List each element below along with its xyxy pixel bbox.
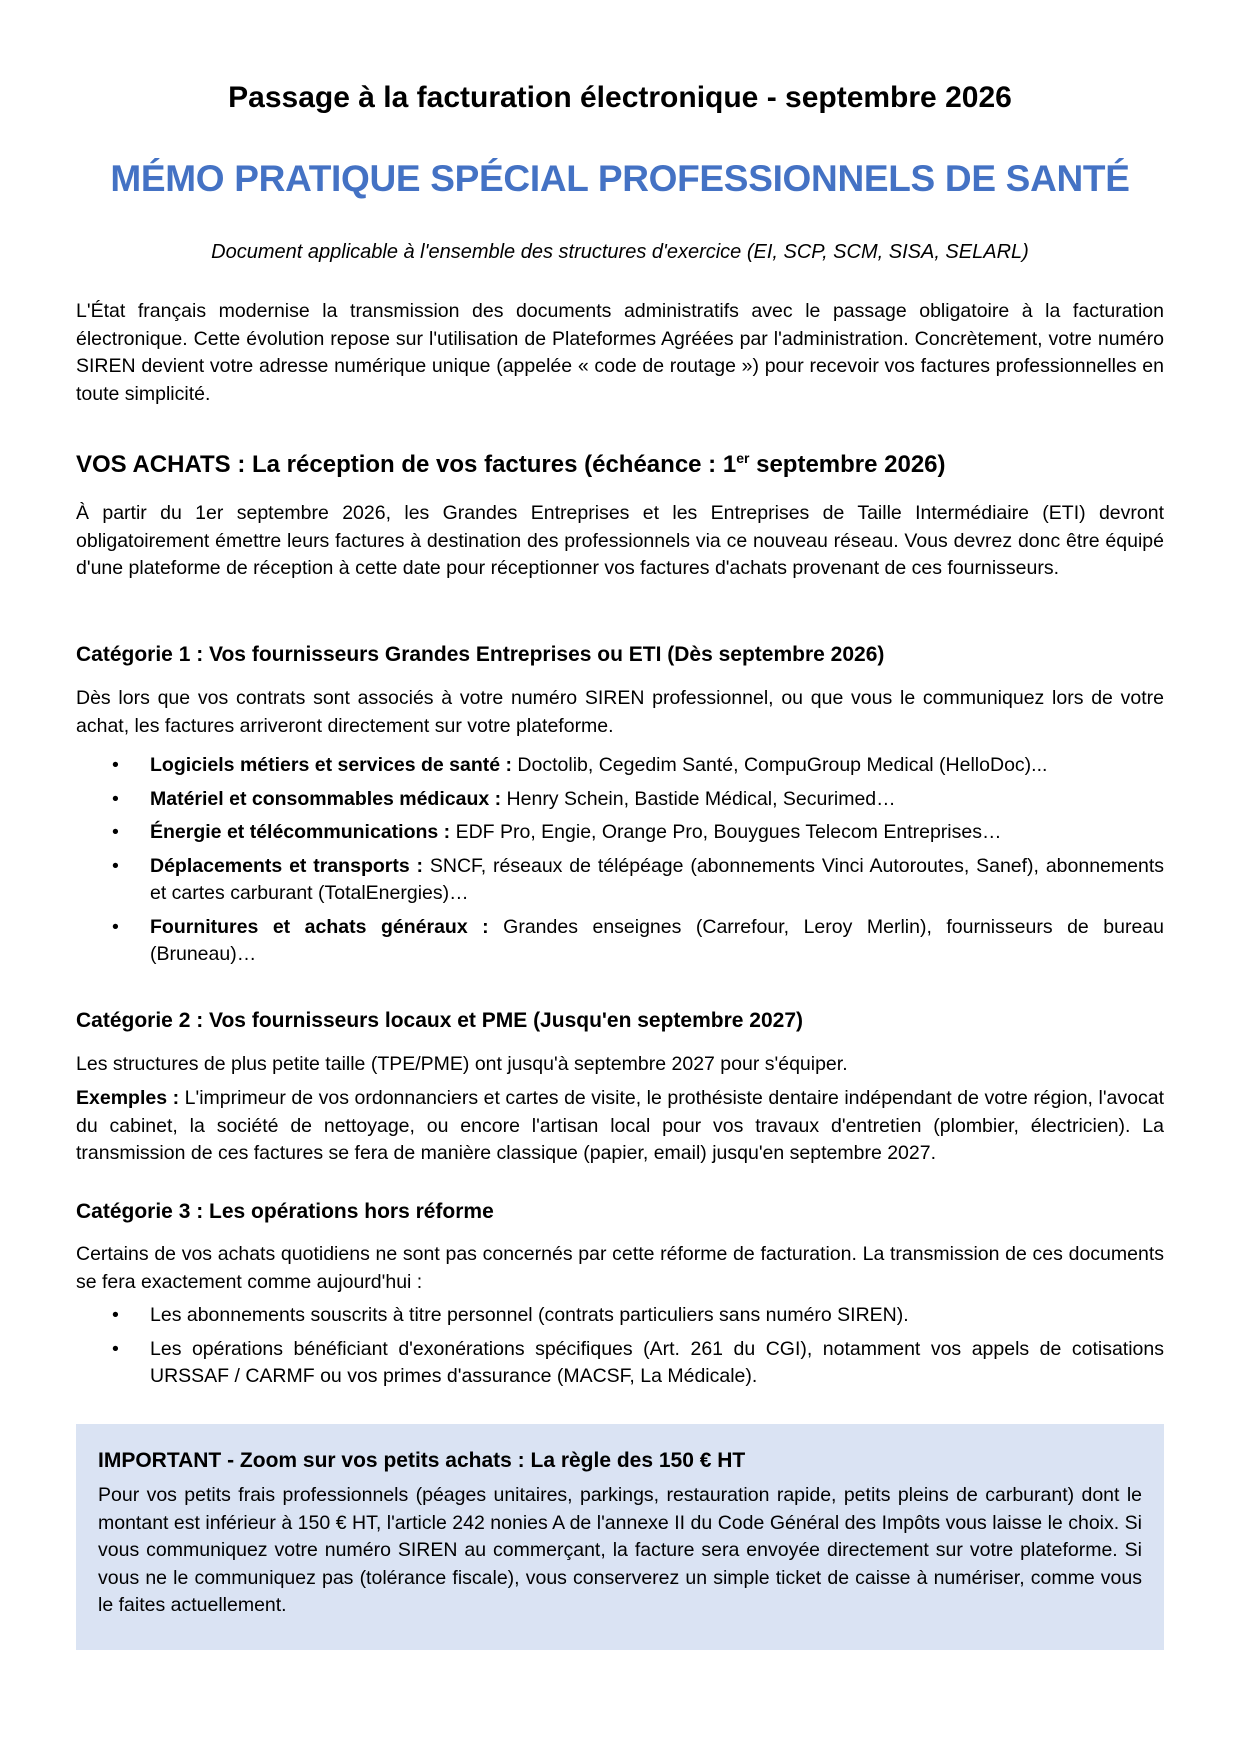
important-text: Pour vos petits frais professionnels (péages unitaires, parkings, restauration rapide, petits pleins de carburant) dont le montant est inférieur à 150 € HT, l'article 242 nonies A de l'annexe II du Code Général des Impôts vous laisse le choix. Si vous communiquez votre numéro SIREN au commerçant, la facture sera envoyée directement sur votre plateforme. Si vous ne le communiquez pas (tolérance fiscale), vous conserverez un simple ticket de caisse à numériser, comme vous le faites actuellement.: [98, 1484, 1142, 1616]
document-top-title: Passage à la facturation électronique - septembre 2026: [228, 81, 1012, 114]
list-item-text: Doctolib, Cegedim Santé, CompuGroup Medical (HelloDoc)...: [512, 754, 1048, 776]
category-1-text: Dès lors que vos contrats sont associés à votre numéro SIREN professionnel, ou que vous le communiquez lors de votre achat, les factures arriveront directement sur votre plateforme.: [76, 687, 1164, 737]
examples-text: L'imprimeur de vos ordonnanciers et cartes de visite, le prothésiste dentaire indépendant de votre région, l'avocat du cabinet, la société de nettoyage, ou encore l'artisan local pour vos travaux d'entretien (plombier, électricien). La transmission de ces factures se fera de manière classique (papier, email) jusqu'en septembre 2027.: [76, 1087, 1165, 1164]
list-item: [76, 786, 1164, 814]
list-item: [76, 1302, 1164, 1330]
list-item-text: Grandes enseignes (Carrefour, Leroy Merlin), fournisseurs de bureau (Bruneau)…: [150, 915, 1164, 965]
list-item-label: Logiciels métiers et services de santé :: [150, 754, 513, 776]
bullet-icon: •: [112, 1337, 119, 1360]
important-callout-box: [76, 1424, 1164, 1650]
document-subtitle: Document applicable à l'ensemble des structures d'exercice (EI, SCP, SCM, SISA, SELARL): [211, 241, 1029, 263]
list-item-text: Les abonnements souscrits à titre personnel (contrats particuliers sans numéro SIREN).: [150, 1304, 909, 1326]
category-1-title: Catégorie 1 : Vos fournisseurs Grandes Entreprises ou ETI (Dès septembre 2026): [76, 643, 885, 666]
important-title: IMPORTANT - Zoom sur vos petits achats : La règle des 150 € HT: [98, 1449, 746, 1472]
document-main-title: MÉMO PRATIQUE SPÉCIAL PROFESSIONNELS DE SANTÉ: [110, 158, 1130, 199]
category-2-text: Les structures de plus petite taille (TPE/PME) ont jusqu'à septembre 2027 pour s'équiper.: [76, 1053, 848, 1075]
category-2-title: Catégorie 2 : Vos fournisseurs locaux et PME (Jusqu'en septembre 2027): [76, 1009, 803, 1032]
list-item-label: Énergie et télécommunications :: [150, 821, 451, 843]
examples-label: Exemples :: [76, 1087, 180, 1109]
list-item-label: Matériel et consommables médicaux :: [150, 787, 502, 810]
list-item: [76, 853, 1164, 908]
list-item: [76, 752, 1164, 780]
achats-intro-paragraph: À partir du 1er septembre 2026, les Grandes Entreprises et les Entreprises de Taille Intermédiaire (ETI) devront obligatoirement émettre leurs factures à destination des professionnels via ce nouveau réseau. Vous devrez donc être équipé d'une plateforme de réception à cette date pour réceptionner vos factures d'achats provenant de ces fournisseurs.: [76, 502, 1164, 579]
section-title-part-2: septembre 2026): [749, 451, 946, 478]
list-item-text: EDF Pro, Engie, Orange Pro, Bouygues Telecom Entreprises…: [450, 821, 1002, 843]
list-item-text: Henry Schein, Bastide Médical, Securimed…: [501, 787, 896, 810]
section-title-part-1: VOS ACHATS : La réception de vos factures (échéance : 1: [76, 451, 737, 478]
list-item-label: Fournitures et achats généraux :: [150, 915, 489, 938]
list-item-text: Les opérations bénéficiant d'exonérations spécifiques (Art. 261 du CGI), notamment vos appels de cotisations URSSAF / CARMF ou vos primes d'assurance (MACSF, La Médicale).: [150, 1337, 1164, 1387]
category-1-list: [76, 752, 1164, 975]
bullet-icon: •: [112, 787, 119, 810]
list-item: [76, 914, 1164, 969]
intro-paragraph: L'État français modernise la transmission des documents administratifs avec le passage obligatoire à la facturation électronique. Cette évolution repose sur l'utilisation de Plateformes Agréées par l'administration. Concrètement, votre numéro SIREN devient votre adresse numérique unique (appelée « code de routage ») pour recevoir vos factures professionnelles en toute simplicité.: [76, 300, 1164, 405]
list-item-label: Déplacements et transports :: [150, 854, 424, 877]
category-3-title: Catégorie 3 : Les opérations hors réforme: [76, 1200, 494, 1223]
category-3-list: [76, 1302, 1164, 1397]
list-item-text: SNCF, réseaux de télépéage (abonnements Vinci Autoroutes, Sanef), abonnements et cartes carburant (TotalEnergies)…: [150, 854, 1164, 904]
bullet-icon: •: [112, 854, 119, 877]
category-2-examples: [76, 1085, 1164, 1168]
section-title-superscript: er: [736, 450, 750, 466]
list-item: [76, 1336, 1164, 1391]
section-title-achats: [76, 449, 1164, 481]
bullet-icon: •: [112, 915, 119, 938]
list-item: [76, 819, 1164, 847]
bullet-icon: •: [112, 754, 119, 776]
bullet-icon: •: [112, 1304, 119, 1326]
bullet-icon: •: [112, 821, 119, 843]
category-3-text: Certains de vos achats quotidiens ne sont pas concernés par cette réforme de facturation. La transmission de ces documents se fera exactement comme aujourd'hui :: [76, 1243, 1164, 1293]
